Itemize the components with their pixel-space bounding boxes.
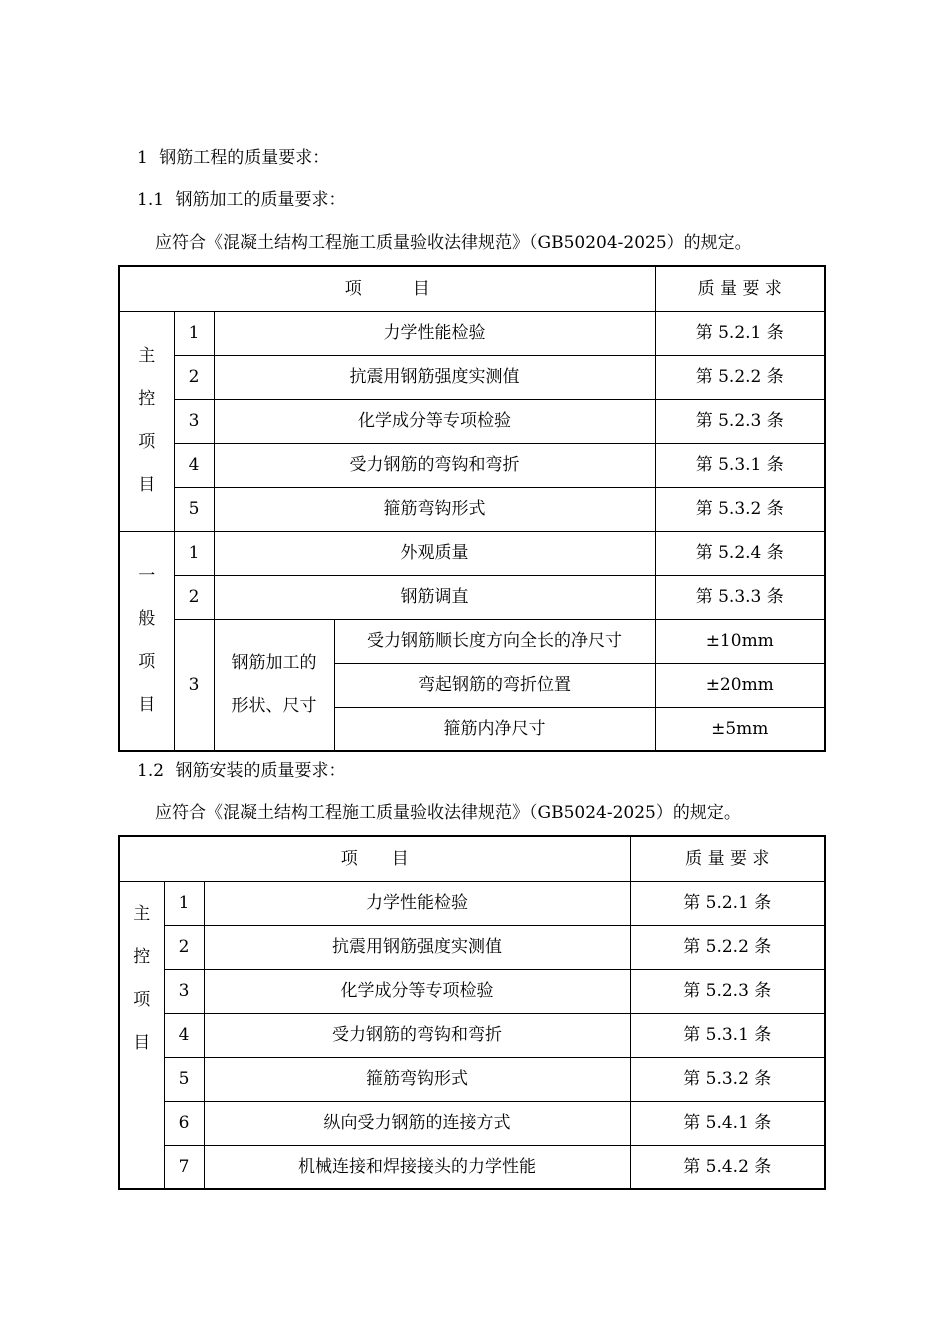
section-1-1-intro: 应符合《混凝土结构工程施工质量验收法律规范》（GB50204-2025）的规定。 [155,233,752,253]
row-requirement: 第 5.3.2 条 [630,1057,825,1101]
category-char: 目 [138,475,156,495]
table-row [119,881,825,925]
general-category [119,531,174,751]
row-number: 2 [174,355,214,399]
row-item: 外观质量 [214,531,655,575]
sub-item: 受力钢筋顺长度方向全长的净尺寸 [334,619,655,663]
row-item: 箍筋弯钩形式 [214,487,655,531]
row-number: 3 [174,399,214,443]
row-requirement: 第 5.2.4 条 [655,531,825,575]
sub-item: 箍筋内净尺寸 [334,707,655,751]
group-label-line: 形状、尺寸 [231,695,317,716]
header-item: 项 目 [119,836,630,881]
processing-quality-table [118,265,826,752]
category-char: 控 [133,946,151,967]
row-number: 7 [164,1145,204,1189]
table-row [119,969,825,1013]
category-char: 目 [138,694,156,715]
row-requirement: 第 5.3.1 条 [655,443,825,487]
row-item: 抗震用钢筋强度实测值 [214,355,655,399]
row-item: 力学性能检验 [214,311,655,355]
section-number: 1.2 [137,761,165,781]
row-item: 化学成分等专项检验 [204,969,630,1013]
section-1-2-intro: 应符合《混凝土结构工程施工质量验收法律规范》（GB5024-2025）的规定。 [155,803,741,823]
row-requirement: 第 5.2.1 条 [655,311,825,355]
row-number: 1 [174,311,214,355]
category-char: 控 [138,389,156,409]
row-number: 6 [164,1101,204,1145]
section-1-1-heading [137,189,345,211]
section-title: 钢筋工程的质量要求： [159,148,330,168]
row-requirement: 第 5.3.3 条 [655,575,825,619]
main-control-category [119,881,164,1189]
table-row [119,443,825,487]
sub-requirement: ±20mm [655,663,825,707]
row-requirement: 第 5.2.1 条 [630,881,825,925]
header-item: 项 目 [119,266,655,311]
row-number: 5 [174,487,214,531]
header-requirement: 质 量 要 求 [630,836,825,881]
table-row [119,355,825,399]
row-number: 2 [164,925,204,969]
row-number: 1 [174,531,214,575]
installation-quality-table [118,835,826,1190]
section-title: 钢筋安装的质量要求： [175,761,346,781]
category-char: 目 [133,1032,151,1053]
row-requirement: 第 5.2.2 条 [630,925,825,969]
category-char: 般 [138,608,156,629]
row-item: 抗震用钢筋强度实测值 [204,925,630,969]
table-row [119,399,825,443]
row-number: 3 [174,619,214,751]
category-char: 主 [133,903,151,924]
row-requirement: 第 5.2.3 条 [655,399,825,443]
category-char: 主 [138,346,156,366]
table-header-row [119,836,825,881]
row-number: 1 [164,881,204,925]
row-number: 4 [174,443,214,487]
table-row [119,1057,825,1101]
category-char: 项 [138,651,156,672]
section-1-2-heading [137,760,345,782]
section-1-heading [137,147,329,169]
category-char: 项 [133,989,151,1010]
table-row [119,311,825,355]
main-control-category [119,311,174,531]
row-requirement: 第 5.4.2 条 [630,1145,825,1189]
sub-item: 弯起钢筋的弯折位置 [334,663,655,707]
row-item: 箍筋弯钩形式 [204,1057,630,1101]
row-requirement: 第 5.3.1 条 [630,1013,825,1057]
table-row [119,619,825,663]
header-requirement: 质 量 要 求 [655,266,825,311]
row-requirement: 第 5.2.2 条 [655,355,825,399]
table-row [119,1013,825,1057]
sub-requirement: ±10mm [655,619,825,663]
table-row [119,1101,825,1145]
row-number: 3 [164,969,204,1013]
row-number: 4 [164,1013,204,1057]
row-number: 5 [164,1057,204,1101]
table-row [119,575,825,619]
row-item: 受力钢筋的弯钩和弯折 [204,1013,630,1057]
row-item: 受力钢筋的弯钩和弯折 [214,443,655,487]
section-title: 钢筋加工的质量要求： [175,190,346,210]
table-row [119,487,825,531]
section-number: 1.1 [137,190,165,210]
group-label-line: 钢筋加工的 [231,652,317,673]
category-char: 一 [138,565,156,586]
row-requirement: 第 5.4.1 条 [630,1101,825,1145]
row-item: 机械连接和焊接接头的力学性能 [204,1145,630,1189]
table-row [119,925,825,969]
section-number: 1 [137,148,148,168]
row-item: 钢筋调直 [214,575,655,619]
table-row [119,1145,825,1189]
category-char: 项 [138,432,156,452]
row-group-label [214,619,334,751]
row-item: 化学成分等专项检验 [214,399,655,443]
table-header-row [119,266,825,311]
row-item: 纵向受力钢筋的连接方式 [204,1101,630,1145]
row-requirement: 第 5.3.2 条 [655,487,825,531]
row-number: 2 [174,575,214,619]
row-requirement: 第 5.2.3 条 [630,969,825,1013]
table-row [119,531,825,575]
row-item: 力学性能检验 [204,881,630,925]
sub-requirement: ±5mm [655,707,825,751]
